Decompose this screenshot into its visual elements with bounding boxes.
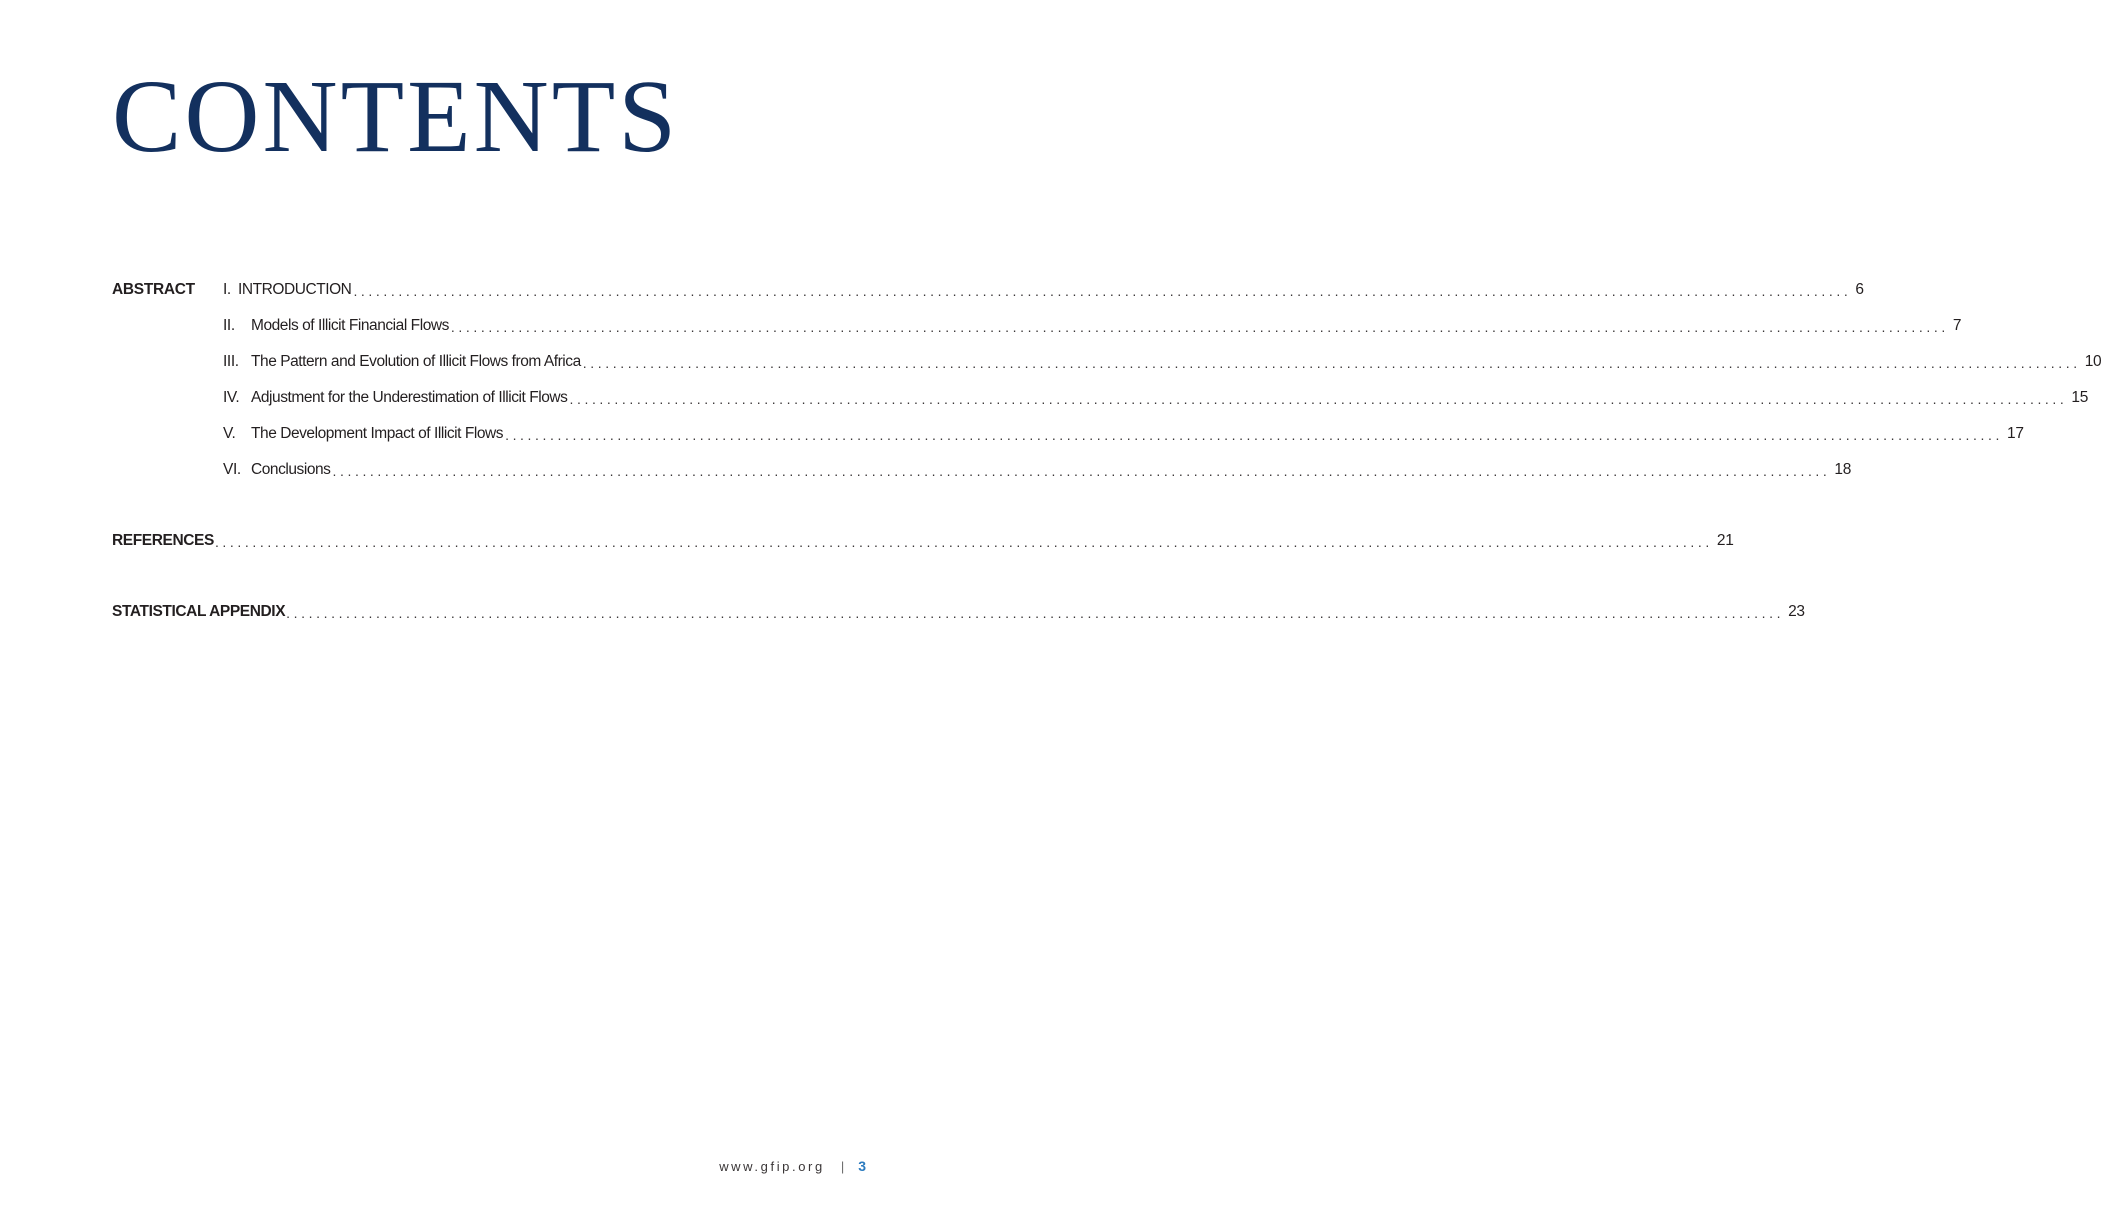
- toc-page-number: 10: [2084, 353, 2101, 370]
- toc-row-models[interactable]: [112, 308, 1962, 344]
- dot-leader: ........................................................................................................................................................................................................: [450, 319, 1949, 335]
- dot-leader: ........................................................................................................................................................................................................: [286, 605, 1785, 621]
- toc-entry-title: Adjustment for the Underestimation of Illicit Flows: [251, 389, 568, 406]
- page-footer: [719, 1156, 866, 1176]
- toc-numeral: III.: [223, 353, 239, 370]
- toc-entry-title: INTRODUCTION: [238, 281, 352, 298]
- toc-row-statistical-appendix[interactable]: [112, 594, 1805, 630]
- toc-row-introduction[interactable]: [112, 272, 1864, 308]
- toc-entry: [223, 272, 1864, 308]
- toc-numeral: I.: [223, 281, 231, 298]
- toc-entry: [223, 416, 2024, 452]
- toc-entry: [223, 452, 1852, 488]
- toc-row-adjustment[interactable]: [112, 380, 2089, 416]
- toc-entry: [223, 308, 1962, 344]
- toc-row-references[interactable]: [112, 523, 1734, 559]
- toc-page-number: 23: [1788, 603, 1805, 620]
- toc-numeral: V.: [223, 425, 236, 442]
- toc-numeral: II.: [223, 317, 235, 334]
- website-link[interactable]: www.gfip.org: [719, 1158, 825, 1174]
- toc-page-number: 21: [1716, 532, 1734, 549]
- toc-page-number: 6: [1855, 281, 1864, 298]
- toc-numeral: VI.: [223, 461, 241, 478]
- dot-leader: ........................................................................................................................................................................................................: [569, 391, 2068, 407]
- toc-page-number: 18: [1834, 461, 1852, 478]
- toc-page-number: 7: [1952, 317, 1962, 334]
- toc-page-number: 15: [2071, 389, 2089, 406]
- dot-leader: ........................................................................................................................................................................................................: [353, 283, 1852, 299]
- toc-entry-title: REFERENCES: [112, 532, 214, 549]
- toc-row-conclusions[interactable]: [112, 452, 1852, 488]
- toc-row-pattern[interactable]: [112, 344, 2101, 380]
- toc-entry-title: STATISTICAL APPENDIX: [112, 603, 286, 620]
- toc-entry: [112, 523, 1734, 559]
- toc-entry: [112, 594, 1805, 630]
- page-number: 3: [858, 1158, 866, 1174]
- footer-separator: |: [840, 1158, 845, 1174]
- toc-entry-title: The Pattern and Evolution of Illicit Flows from Africa: [251, 353, 581, 370]
- toc-entry: [223, 344, 2101, 380]
- toc-row-development-impact[interactable]: [112, 416, 2024, 452]
- toc-entry-title: Conclusions: [251, 461, 331, 478]
- toc-entry-title: Models of Illicit Financial Flows: [251, 317, 449, 334]
- toc-entry-title: The Development Impact of Illicit Flows: [251, 425, 504, 442]
- page-title: CONTENTS: [112, 59, 680, 174]
- toc-page-number: 17: [2007, 425, 2024, 442]
- abstract-label: ABSTRACT: [112, 281, 195, 298]
- toc-numeral: IV.: [223, 389, 240, 406]
- toc-entry: [223, 380, 2089, 416]
- dot-leader: ........................................................................................................................................................................................................: [582, 355, 2081, 371]
- dot-leader: ........................................................................................................................................................................................................: [505, 427, 2004, 443]
- dot-leader: ........................................................................................................................................................................................................: [214, 534, 1713, 550]
- dot-leader: ........................................................................................................................................................................................................: [332, 463, 1831, 479]
